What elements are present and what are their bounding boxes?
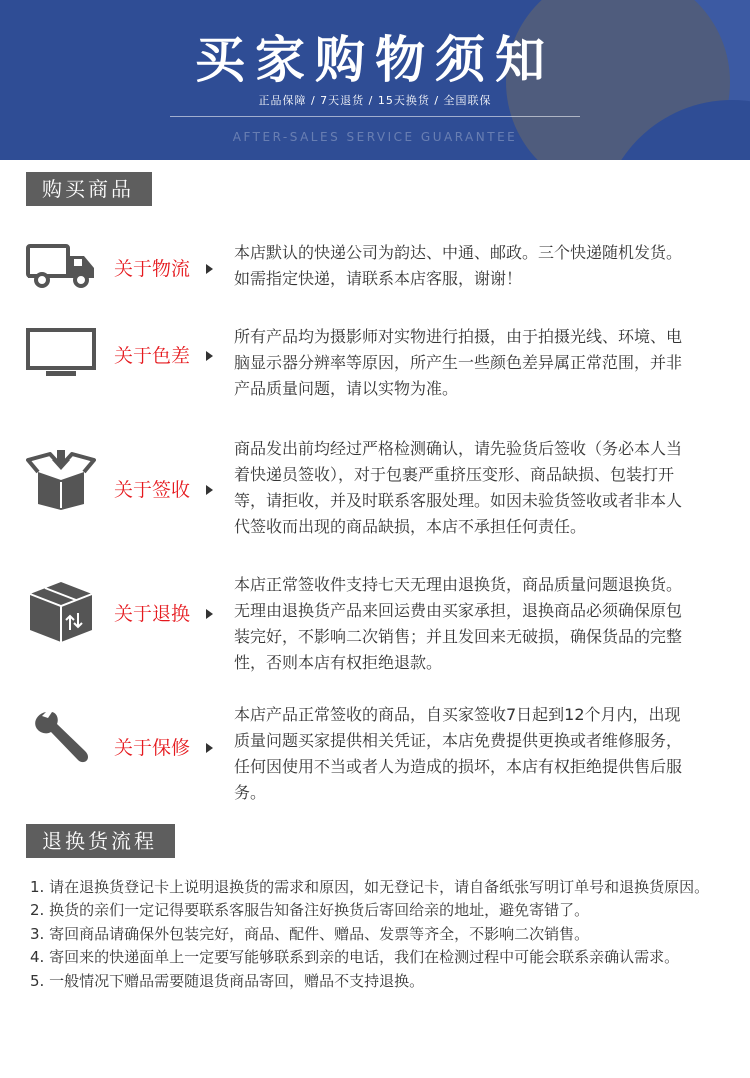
return-step: 3. 寄回商品请确保外包装完好，商品、配件、赠品、发票等齐全，不影响二次销售。 xyxy=(30,924,590,943)
policy-label-color: 关于色差 xyxy=(114,345,191,367)
policy-label-warranty: 关于保修 xyxy=(114,737,191,759)
policy-label-returns: 关于退换 xyxy=(114,603,191,625)
policy-text-signing: 商品发出前均经过严格检测确认，请先验货后签收（务必本人当着快递员签收），对于包裹严重挤压变形、商品缺损、包装打开等，请拒收，并及时联系客服处理。如因未验货签收或者非本人代签收而出现的商品缺损，本店不承担任何责任。 xyxy=(234,439,683,536)
policy-row-color xyxy=(0,322,750,402)
policy-row-warranty xyxy=(0,700,750,800)
arrow-right-icon xyxy=(206,485,213,495)
policy-label-logistics: 关于物流 xyxy=(114,258,191,280)
policy-row-returns xyxy=(0,570,750,672)
arrow-right-icon xyxy=(206,264,213,274)
return-step: 5. 一般情况下赠品需要随退货商品寄回，赠品不支持退换。 xyxy=(30,971,425,990)
policy-label-signing: 关于签收 xyxy=(114,479,191,501)
policy-text-logistics: 本店默认的快递公司为韵达、中通、邮政。三个快递随机发货。如需指定快递，请联系本店客服，谢谢！ xyxy=(234,243,683,288)
header-banner xyxy=(0,0,750,160)
section-heading-return-process: 退换货流程 xyxy=(26,824,175,858)
arrow-right-icon xyxy=(206,351,213,361)
return-step: 2. 换货的亲们一定记得要联系客服告知备注好换货后寄回给亲的地址，避免寄错了。 xyxy=(30,901,590,920)
policy-text-color: 所有产品均为摄影师对实物进行拍摄，由于拍摄光线、环境、电脑显示器分辨率等原因，所产生一些颜色差异属正常范围，并非产品质量问题，请以实物为准。 xyxy=(234,327,683,398)
banner-english-caption: AFTER-SALES SERVICE GUARANTEE xyxy=(232,130,518,144)
open-box-icon xyxy=(26,448,96,512)
arrow-right-icon xyxy=(206,743,213,753)
banner-subtitle: 正品保障 / 7天退货 / 15天换货 / 全国联保 xyxy=(258,94,492,107)
policy-row-signing xyxy=(0,434,750,554)
arrow-right-icon xyxy=(206,609,213,619)
return-steps-list xyxy=(30,876,720,993)
return-step: 4. 寄回来的快递面单上一定要写能够联系到亲的电话，我们在检测过程中可能会联系亲确认需求。 xyxy=(30,948,680,967)
wrench-icon xyxy=(32,710,92,766)
monitor-icon xyxy=(26,328,96,378)
page-title: 买家购物须知 xyxy=(195,31,555,89)
section-heading-purchase: 购买商品 xyxy=(26,172,152,206)
truck-icon xyxy=(26,244,96,288)
policy-row-logistics xyxy=(0,238,750,302)
return-step: 1. 请在退换货登记卡上说明退换货的需求和原因，如无登记卡，请自备纸张写明订单号和退换货原因。 xyxy=(30,878,710,896)
banner-divider xyxy=(170,116,580,117)
policy-text-returns: 本店正常签收件支持七天无理由退换货，商品质量问题退换货。无理由退换货产品来回运费由买家承担，退换商品必须确保原包装完好，不影响二次销售；并且发回来无破损，确保货品的完整性，否则本店有权拒绝退款。 xyxy=(234,575,683,672)
policy-text-warranty: 本店产品正常签收的商品，自买家签收7日起到12个月内，出现质量问题买家提供相关凭证，本店免费提供更换或者维修服务，任何因使用不当或者人为造成的损坏，本店有权拒绝提供售后服务。 xyxy=(234,705,683,802)
package-icon xyxy=(26,580,96,644)
